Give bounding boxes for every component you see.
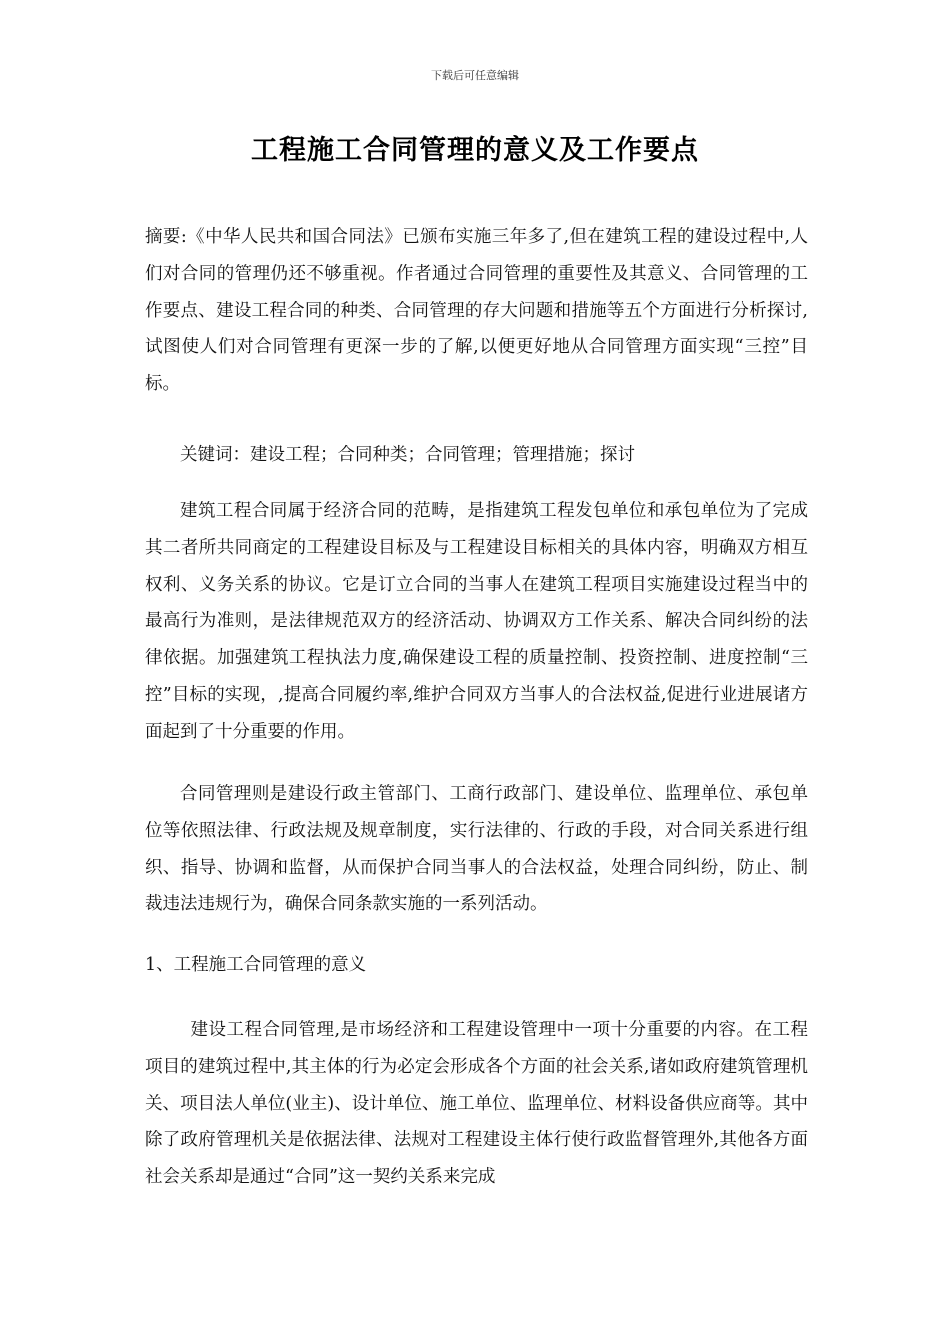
body-paragraph-1: 建筑工程合同属于经济合同的范畴，是指建筑工程发包单位和承包单位为了完成其二者所共同商定的工程建设目标及与工程建设目标相关的具体内容，明确双方相互权利、义务关系的协议。它是订立合同的当事人在建筑工程项目实施建设过程当中的最高行为准则，是法律规范双方的经济活动、协调双方工作关系、解决合同纠纷的法律依据。加强建筑工程执法力度,确保建设工程的质量控制、投资控制、进度控制“三控”目标的实现，,提高合同履约率,维护合同双方当事人的合法权益,促进行业进展诸方面起到了十分重要的作用。 <box>145 501 808 742</box>
section-heading-1: 1、工程施工合同管理的意义 <box>145 955 367 975</box>
header-note: 下载后可任意编辑 <box>431 69 519 82</box>
keywords-paragraph: 关键词：建设工程；合同种类；合同管理；管理措施；探讨 <box>180 445 635 465</box>
abstract-paragraph: 摘要:《中华人民共和国合同法》已颁布实施三年多了,但在建筑工程的建设过程中,人们对合同的管理仍还不够重视。作者通过合同管理的重要性及其意义、合同管理的工作要点、建设工程合同的种类、合同管理的存大问题和措施等五个方面进行分析探讨,试图使人们对合同管理有更深一步的了解,以便更好地从合同管理方面实现“三控”目标。 <box>145 227 808 395</box>
body-paragraph-3: 建设工程合同管理,是市场经济和工程建设管理中一项十分重要的内容。在工程项目的建筑过程中,其主体的行为必定会形成各个方面的社会关系,诸如政府建筑管理机关、项目法人单位(业主)、设计单位、施工单位、监理单位、材料设备供应商等。其中除了政府管理机关是依据法律、法规对工程建设主体行使行政监督管理外,其他各方面社会关系却是通过“合同”这一契约关系来完成 <box>145 1020 808 1188</box>
document-title: 工程施工合同管理的意义及工作要点 <box>251 135 699 166</box>
body-paragraph-2: 合同管理则是建设行政主管部门、工商行政部门、建设单位、监理单位、承包单位等依照法律、行政法规及规章制度，实行法律的、行政的手段，对合同关系进行组织、指导、协调和监督，从而保护合同当事人的合法权益，处理合同纠纷，防止、制裁违法违规行为，确保合同条款实施的一系列活动。 <box>145 784 808 915</box>
